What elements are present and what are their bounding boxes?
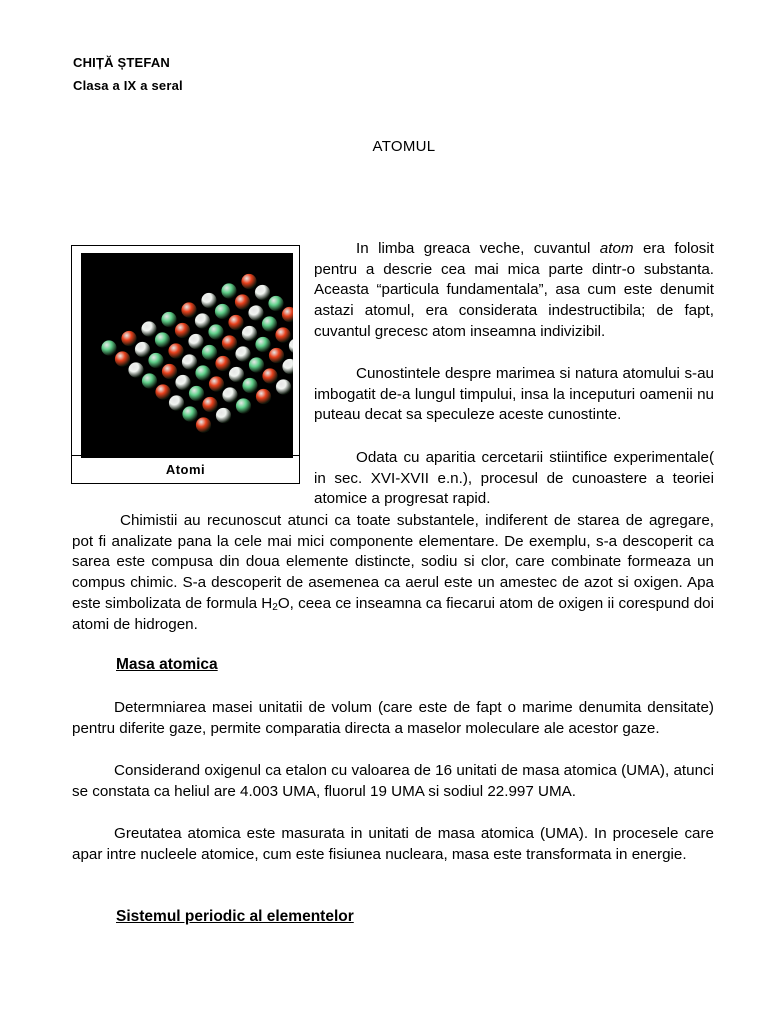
atom-sphere — [175, 323, 190, 338]
author-name: CHIȚĂ ȘTEFAN — [73, 55, 171, 70]
atom-sphere — [201, 293, 216, 308]
atom-sphere — [168, 343, 183, 358]
atom-sphere — [249, 357, 264, 372]
atom-sphere — [248, 305, 263, 320]
masa-paragraph-2: Considerand oxigenul ca etalon cu valoarea de 16 unitati de masa atomica (UMA), atunci se constata ca heliul are 4.003 UMA, fluorul 19 UMA si sodiul 22.997 UMA. — [72, 762, 714, 800]
intro-paragraph-4: Chimistii au recunoscut atunci ca toate substantele, indiferent de starea de agregare, pot fi analizate pana la cele mai mici componente elementare. De exemplu, s-a descoperit ca sarea este compusa din doua elemente distincte, sodiu si clor, care combinate formeaza un compus chimic. S-a descoperit de asemenea ca aerul este un amestec de azot si oxigen. Apa este simbolizata de formula $H_2O$, ceea ce inseamna ca fiecarui atom de oxigen ii corespund doi atomi de hidrogen. — [72, 512, 715, 633]
atom-sphere — [255, 285, 270, 300]
atoms-image — [81, 253, 293, 458]
atom-sphere — [215, 304, 230, 319]
atom-sphere — [209, 376, 224, 391]
section-heading-sistemul-periodic: Sistemul periodic al elementelor — [116, 908, 354, 925]
atom-sphere — [215, 356, 230, 371]
atom-sphere — [182, 354, 197, 369]
intro-paragraph-2: Cunostintele despre marimea si natura atomului s-au imbogatit de-a lungul timpului, insa la inceputuri oamenii nu puteau decat sa speculeze aceste cunostinte. — [314, 365, 714, 424]
atom-sphere — [241, 274, 256, 289]
atom-sphere — [169, 395, 184, 410]
atom-sphere — [256, 389, 271, 404]
atom-sphere — [268, 296, 283, 311]
atom-sphere — [208, 324, 223, 339]
atom-sphere — [229, 367, 244, 382]
class-label: Clasa a IX a seral — [73, 78, 183, 93]
atom-sphere — [101, 340, 116, 355]
term-atom: atom — [599, 240, 634, 257]
atom-sphere — [181, 302, 196, 317]
atom-sphere — [236, 398, 251, 413]
atom-sphere — [269, 348, 284, 363]
atom-sphere — [228, 315, 243, 330]
atom-sphere — [222, 387, 237, 402]
atom-sphere — [255, 337, 270, 352]
subscript-2: 2 — [272, 601, 278, 613]
masa-paragraph-3: Greutatea atomica este masurata in unitati de masa atomica (UMA). In procesele care apar intre nucleele atomice, cum este fisiunea nucleara, masa este transformata in energie. — [72, 825, 714, 863]
atom-sphere — [202, 345, 217, 360]
figure-caption: Atomi — [71, 455, 300, 484]
atom-sphere — [142, 373, 157, 388]
atom-sphere — [162, 364, 177, 379]
atom-sphere — [282, 307, 293, 322]
atom-sphere — [242, 378, 257, 393]
atom-sphere — [202, 397, 217, 412]
atom-sphere — [188, 334, 203, 349]
atom-sphere — [182, 406, 197, 421]
atom-sphere — [141, 321, 156, 336]
atom-sphere — [275, 327, 290, 342]
atom-sphere — [155, 384, 170, 399]
intro-paragraph-1: In limba greaca veche, cuvantul atom era folosit pentru a descrie cea mai mica parte dintr-o substanta. Aceasta “particula fundamentala”, asa cum este denumit astazi atomul, era considerata indestructibila; de fapt, cuvantul grecesc atom inseamna indivizibil. — [314, 240, 714, 340]
document-title: ATOMUL — [372, 138, 436, 155]
atom-sphere — [289, 338, 293, 353]
atom-sphere — [189, 386, 204, 401]
atom-sphere — [148, 353, 163, 368]
atom-sphere — [221, 283, 236, 298]
section-heading-masa-atomica: Masa atomica — [116, 656, 218, 673]
atom-sphere — [195, 365, 210, 380]
atom-sphere — [216, 408, 231, 423]
atom-sphere — [276, 379, 291, 394]
atom-sphere — [135, 342, 150, 357]
atom-sphere — [262, 368, 277, 383]
intro-paragraph-3: Odata cu aparitia cercetarii stiintifice experimentale( in sec. XVI-XVII e.n.), procesul de cunoastere a teoriei atomice a progresat rapid. — [314, 449, 714, 508]
atom-sphere — [161, 312, 176, 327]
atom-sphere — [196, 417, 211, 432]
atom-sphere — [121, 331, 136, 346]
atom-sphere — [195, 313, 210, 328]
masa-paragraph-1: Determniarea masei unitatii de volum (care este de fapt o marime denumita densitate) pentru diferite gaze, permite comparatia directa a maselor moleculare ale acestor gaze. — [72, 699, 714, 737]
atom-sphere — [235, 294, 250, 309]
atom-sphere — [155, 332, 170, 347]
atom-sphere — [128, 362, 143, 377]
atom-sphere — [282, 359, 293, 374]
atom-sphere — [262, 316, 277, 331]
atom-lattice-illustration — [81, 253, 293, 458]
atom-sphere — [235, 346, 250, 361]
atom-sphere — [242, 326, 257, 341]
atom-sphere — [115, 351, 130, 366]
atom-sphere — [222, 335, 237, 350]
atoms-figure — [71, 245, 300, 484]
atom-sphere — [175, 375, 190, 390]
